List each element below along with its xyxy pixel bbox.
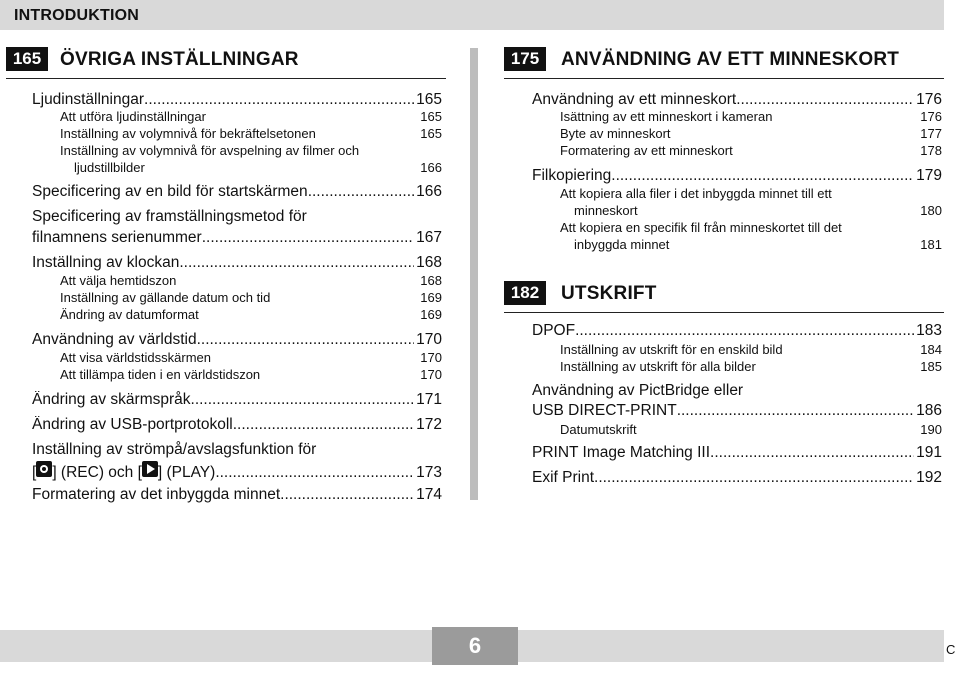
toc-subentry[interactable]: Isättning av ett minneskort i kameran 176 [560, 109, 942, 124]
toc-entry[interactable]: Användning av världstid ..... 170 [32, 331, 442, 349]
play-icon [142, 461, 158, 477]
corner-mark: C [946, 642, 956, 657]
toc-entry[interactable]: Ljudinställningar ..... 165 [32, 91, 442, 109]
toc-subentry-line2[interactable]: inbyggda minnet 181 [574, 237, 942, 252]
toc-subentry[interactable]: Inställning av utskrift för en enskild bild 184 [560, 342, 942, 357]
toc-subentry[interactable]: Ändring av datumformat 169 [60, 307, 442, 322]
toc-subentry-line2[interactable]: minneskort 180 [574, 203, 942, 218]
toc-entry[interactable]: PRINT Image Matching III ..... 191 [532, 444, 942, 462]
section-number-badge: 182 [504, 281, 546, 305]
footer-bar-right [518, 630, 944, 662]
toc-subentry[interactable]: Inställning av volymnivå för bekräftelsetonen 165 [60, 126, 442, 141]
section-rule [6, 78, 446, 79]
section-rule [504, 78, 944, 79]
toc-subentry-line1[interactable]: Inställning av volymnivå för avspelning av filmer och [60, 143, 360, 158]
toc-subentry[interactable]: Att utföra ljudinställningar 165 [60, 109, 442, 124]
toc-entry-line1[interactable]: Specificering av framställningsmetod för [32, 208, 307, 225]
header-bar [0, 0, 944, 30]
toc-entry[interactable]: Exif Print ..... 192 [532, 469, 942, 487]
toc-subentry[interactable]: Att välja hemtidszon 168 [60, 273, 442, 288]
toc-subentry[interactable]: Inställning av utskrift för alla bilder 185 [560, 359, 942, 374]
toc-entry-line1[interactable]: Användning av PictBridge eller [532, 382, 744, 399]
toc-subentry[interactable]: Att visa världstidsskärmen 170 [60, 350, 442, 365]
toc-subentry[interactable]: Inställning av gällande datum och tid 169 [60, 290, 442, 305]
toc-subentry[interactable]: Att tillämpa tiden i en världstidszon 170 [60, 367, 442, 382]
section-title: UTSKRIFT [561, 283, 657, 304]
section-number-badge: 175 [504, 47, 546, 71]
toc-entry[interactable]: Ändring av skärmspråk ..... 171 [32, 391, 442, 409]
toc-entry[interactable]: DPOF ..... 183 [532, 322, 942, 340]
section-title: ANVÄNDNING AV ETT MINNESKORT [561, 49, 900, 70]
toc-entry[interactable]: Formatering av det inbyggda minnet ..... 174 [32, 486, 442, 504]
toc-entry[interactable]: Inställning av klockan ..... 168 [32, 254, 442, 272]
rec-camera-icon [36, 461, 52, 477]
toc-entry[interactable]: Filkopiering ..... 179 [532, 167, 942, 185]
toc-subentry[interactable]: Datumutskrift 190 [560, 422, 942, 437]
toc-subentry-line2[interactable]: ljudstillbilder 166 [74, 160, 442, 175]
page-number: 6 [432, 627, 518, 665]
footer-bar-left [0, 630, 432, 662]
toc-entry[interactable]: Specificering av en bild för startskärmen ..... 166 [32, 183, 442, 201]
toc-subentry[interactable]: Byte av minneskort 177 [560, 126, 942, 141]
section-rule [504, 312, 944, 313]
toc-entry-line2[interactable]: USB DIRECT-PRINT ..... 186 [532, 402, 942, 420]
toc-subentry-line1[interactable]: Att kopiera alla filer i det inbyggda minnet till ett [560, 186, 832, 201]
toc-entry[interactable]: Användning av ett minneskort ..... 176 [532, 91, 942, 109]
toc-subentry-line1[interactable]: Att kopiera en specifik fil från minneskortet till det [560, 220, 842, 235]
column-divider [470, 48, 478, 500]
toc-entry-line2[interactable]: filnamnens serienummer ..... 167 [32, 229, 442, 247]
header-title: INTRODUKTION [14, 7, 140, 24]
toc-entry-line1[interactable]: Inställning av strömpå/avslagsfunktion för [32, 441, 317, 458]
section-title: ÖVRIGA INSTÄLLNINGAR [60, 49, 299, 70]
toc-entry-line2[interactable]: [ ] (REC) och [ ] (PLAY) ..... 173 [32, 461, 442, 482]
toc-entry[interactable]: Ändring av USB-portprotokoll ..... 172 [32, 416, 442, 434]
section-number-badge: 165 [6, 47, 48, 71]
toc-subentry[interactable]: Formatering av ett minneskort 178 [560, 143, 942, 158]
